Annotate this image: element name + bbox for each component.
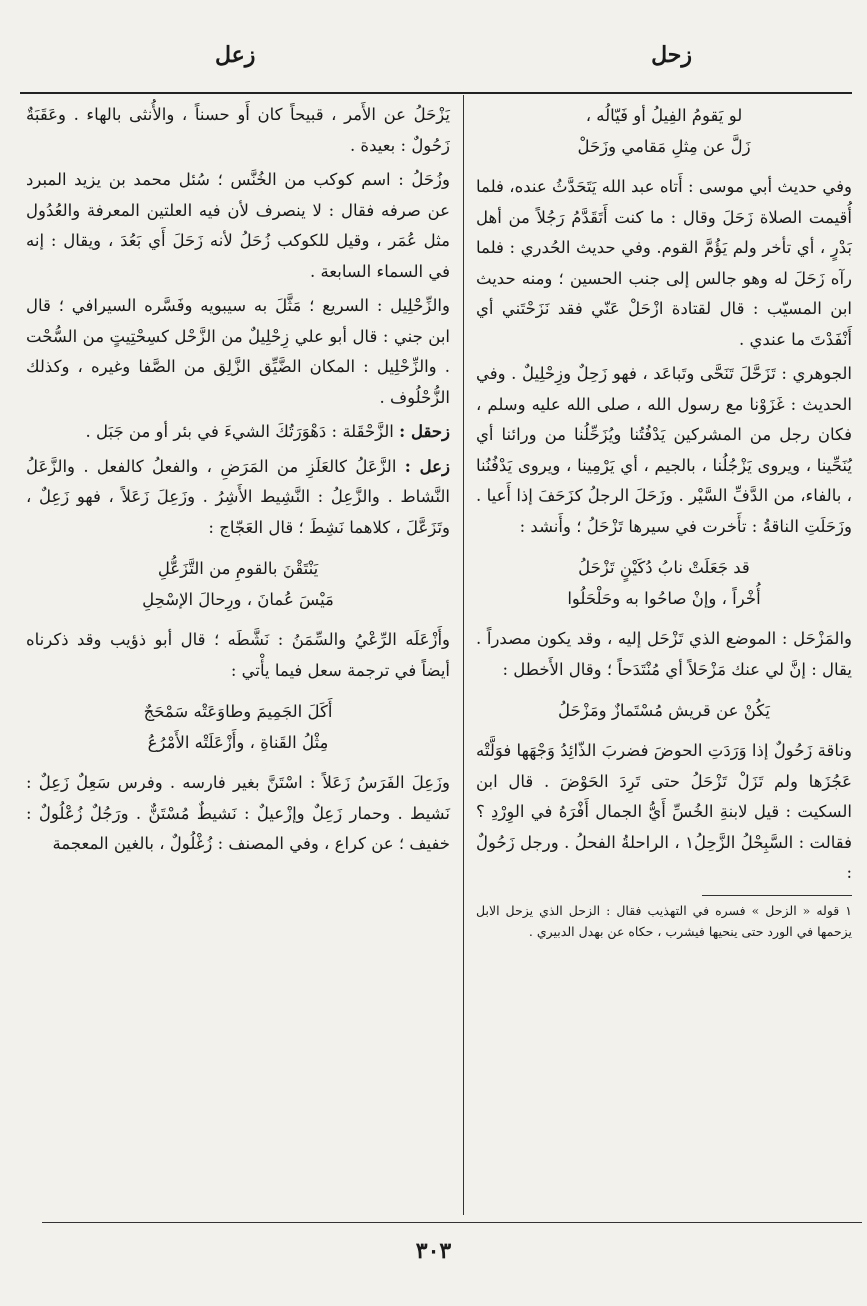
footnote-rule (702, 895, 852, 896)
entry-text: والزِّحْلِيل : السريع ؛ مَثَّلَ به سيبويه وفَسَّره السيرافي ؛ قال ابن جني : قال أبو علي زِحْلِيلٌ من الزَّحْل كسِحْتِيتٍ من السُّحْت . والزِّحْلِيل : المكان الضَّيِّق الزَّلِق من الصَّفا وغيره ، وكذلك الزُّحْلُوف . (26, 296, 450, 407)
entry-text: والمَزْحَل : الموضع الذي تَزْحَل إليه ، وقد يكون مصدراً . يقال : إنَّ لي عنك مَزْحَلاً أي مُنْتَدَحاً ؛ وقال الأَخطل : (476, 629, 852, 679)
left-column (26, 100, 450, 864)
entry-text: وزُحَلُ : اسم كوكب من الخُنَّس ؛ سُئل محمد بن يزيد المبرد عن صرفه فقال : لا ينصرف لأن فيه العلتين المعرفة والعُدُول مثل عُمَر ، وقيل للكوكب زُحَلُ لأنه زَحَلَ أَي بَعُدَ ، ويقال : إنه في السماء السابعة . (26, 170, 450, 281)
header-rule (20, 92, 852, 94)
running-head-left: زعل (215, 42, 256, 68)
text-paragraph (476, 624, 852, 685)
verse-line (476, 583, 852, 614)
footnote: ١ قوله « الزحل » فسره في التهذيب فقال : الزحل الذي يزحل الابل يزحمها في الورد حتى ينحيها فيشرب ، حكاه عن بهدل الدبيري . (476, 902, 852, 939)
verse-line (26, 696, 450, 727)
right-column (476, 100, 852, 942)
verse-line (26, 584, 450, 615)
entry-text: يَزْحَلُ عن الأَمر ، قبيحاً كان أَو حسناً ، والأُنثى بالهاء . وعَقَبَةٌ زَحُولٌ : بعيدة . (26, 105, 450, 155)
entry-text: أُخْراً ، وإنْ صاحُوا به وحَلْحَلُوا (567, 589, 761, 608)
entry-headword: زعل : (404, 456, 450, 476)
entry-text: قد جَعَلَتْ نابُ دُكَيْنٍ تَزْحَلُ (578, 558, 750, 577)
text-paragraph (26, 165, 450, 287)
entry-text: وفي حديث أبي موسى : أَتاه عبد الله يَتَحَدَّثُ عنده، فلما أُقيمت الصلاة زَحَلَ وقال : ما كنت أَتَقَدَّمُ رَجُلاً من أهل بَدْرٍ ، أي تأخر ولم يَؤُمَّ القوم. وفي حديث الحُدري : فلما رآه زَحَلَ له وهو جالس إلى جنب الحسين ؛ ومنه حديث ابن المسيّب : قال لقتادة ازْحَلْ عَنّي فقد نَزَحْتَني أي أَنْفَدْتَ ما عندي . (476, 177, 852, 349)
entry-text: وأَزْعَلَه الرِّعْيُ والسِّمَنُ : نَشَّطَه ؛ قال أبو ذؤيب وقد ذكرناه أيضاً في ترجمة سعل فيما يأْتي : (26, 630, 450, 680)
entry-text: يَكُنْ عن قريش مُسْتَمازٌ ومَزْحَلُ (558, 701, 770, 720)
entry-text: أَكَلَ الجَمِيمَ وطاوَعَتْه سَمْحَجٌ (143, 702, 333, 721)
entry-text: الزَّحْقَلة : دَهْوَرَتُكَ الشيءَ في بئر أو من جَبَل . (85, 422, 400, 441)
text-paragraph (26, 452, 450, 544)
entry-text: الزَّعَلُ كالعَلَزِ من المَرَضِ ، والفعلُ كالفعل . والزَّعَلُ النَّشاط . والزَّعِلُ : النَّشِيط الأَشِرُ . وزَعِلَ زَعَلاً ، فهو زَعِلٌ ، وتَزَعَّلَ ، كلاهما نَشِطَ ؛ قال العَجّاج : (26, 456, 450, 537)
entry-text: الجوهري : تَزَحَّلَ تَنَحَّى وتَباعَد ، فهو زَحِلٌ وزِحْلِيلٌ . وفي الحديث : غَزَوْنا مع رسول الله ، صلى الله عليه وسلم ، فكان رجل من المشركين يَدْفُتُنا ويُزَحِّلُنا من ورائنا أي يُنَحِّينا ، ويروى يَزْجُلُنا ، بالجيم ، أي يَرْمِينا ، ويروى يَدْفُنُنا ، بالفاء، من الدَّفِّ السَّيْر . وزَحَلَ الرجلُ كزَحَفَ إذا أَعيا . وزَحَلَتِ الناقةُ : تأَخرت في سيرها تَزْحَلُ ؛ وأَنشد : (476, 364, 852, 536)
text-paragraph (476, 736, 852, 889)
verse-line (476, 131, 852, 162)
text-paragraph (26, 291, 450, 413)
text-paragraph (26, 768, 450, 860)
column-divider (463, 95, 464, 1215)
entry-text: مِثْلُ القَناةِ ، وأَزْعَلَتْه الأَمْرُعُ (147, 733, 329, 752)
verse-line (26, 727, 450, 758)
entry-text: مَيْسَ عُمانَ ، ورِحالَ الإسْحِلِ (142, 590, 334, 609)
text-paragraph (26, 625, 450, 686)
footer-rule (42, 1222, 862, 1223)
running-head-right: زحل (651, 42, 692, 68)
verse-line (476, 695, 852, 726)
text-paragraph (26, 417, 450, 448)
entry-text: لو يَقومُ الفِيلُ أو فَيّالُه ، (585, 106, 743, 125)
entry-text: وناقة زَحُولٌ إذا وَرَدَتِ الحوضَ فضربَ الذّائِدُ وَجْهَها فوَلَّتْه عَجُزَها ولم تَزَلْ تَزْحَلُ حتى تَرِدَ الحَوْضَ . قال ابن السكيت : قيل لابنةِ الخُسِّ أَيُّ الجمال أَفْرَهُ في الوِرْدِ ؟ فقالت : السَّبِحْلُ الزَّحِلُ١ ، الراحلةُ الفحلُ . ورجل زَحُولٌ : (476, 741, 853, 882)
verse-line (26, 553, 450, 584)
entry-text: زَلَّ عن مِثلِ مَقامي وزَحَلْ (577, 137, 751, 156)
verse-line (476, 552, 852, 583)
entry-text: يَنْتَقْنَ بالقومِ من التَّزَعُّلِ (157, 559, 319, 578)
text-paragraph (26, 100, 450, 161)
page-number: ٣٠٣ (415, 1238, 452, 1264)
verse-line (476, 100, 852, 131)
text-paragraph (476, 172, 852, 355)
entry-headword: زحقل : (399, 422, 450, 441)
text-paragraph (476, 359, 852, 542)
entry-text: وزَعِلَ الفَرَسُ زَعَلاً : اسْتَنَّ بغير فارسه . وفرس سَعِلٌ زَعِلٌ : نَشيط . وحمار زَعِلٌ وإزْعيلٌ : نَشيطٌ مُسْتَنٌّ . ورَجُلٌ زُعْلُولٌ : خفيف ؛ عن كراع ، وفي المصنف : زُغْلُولٌ ، بالغين المعجمة (26, 773, 450, 853)
